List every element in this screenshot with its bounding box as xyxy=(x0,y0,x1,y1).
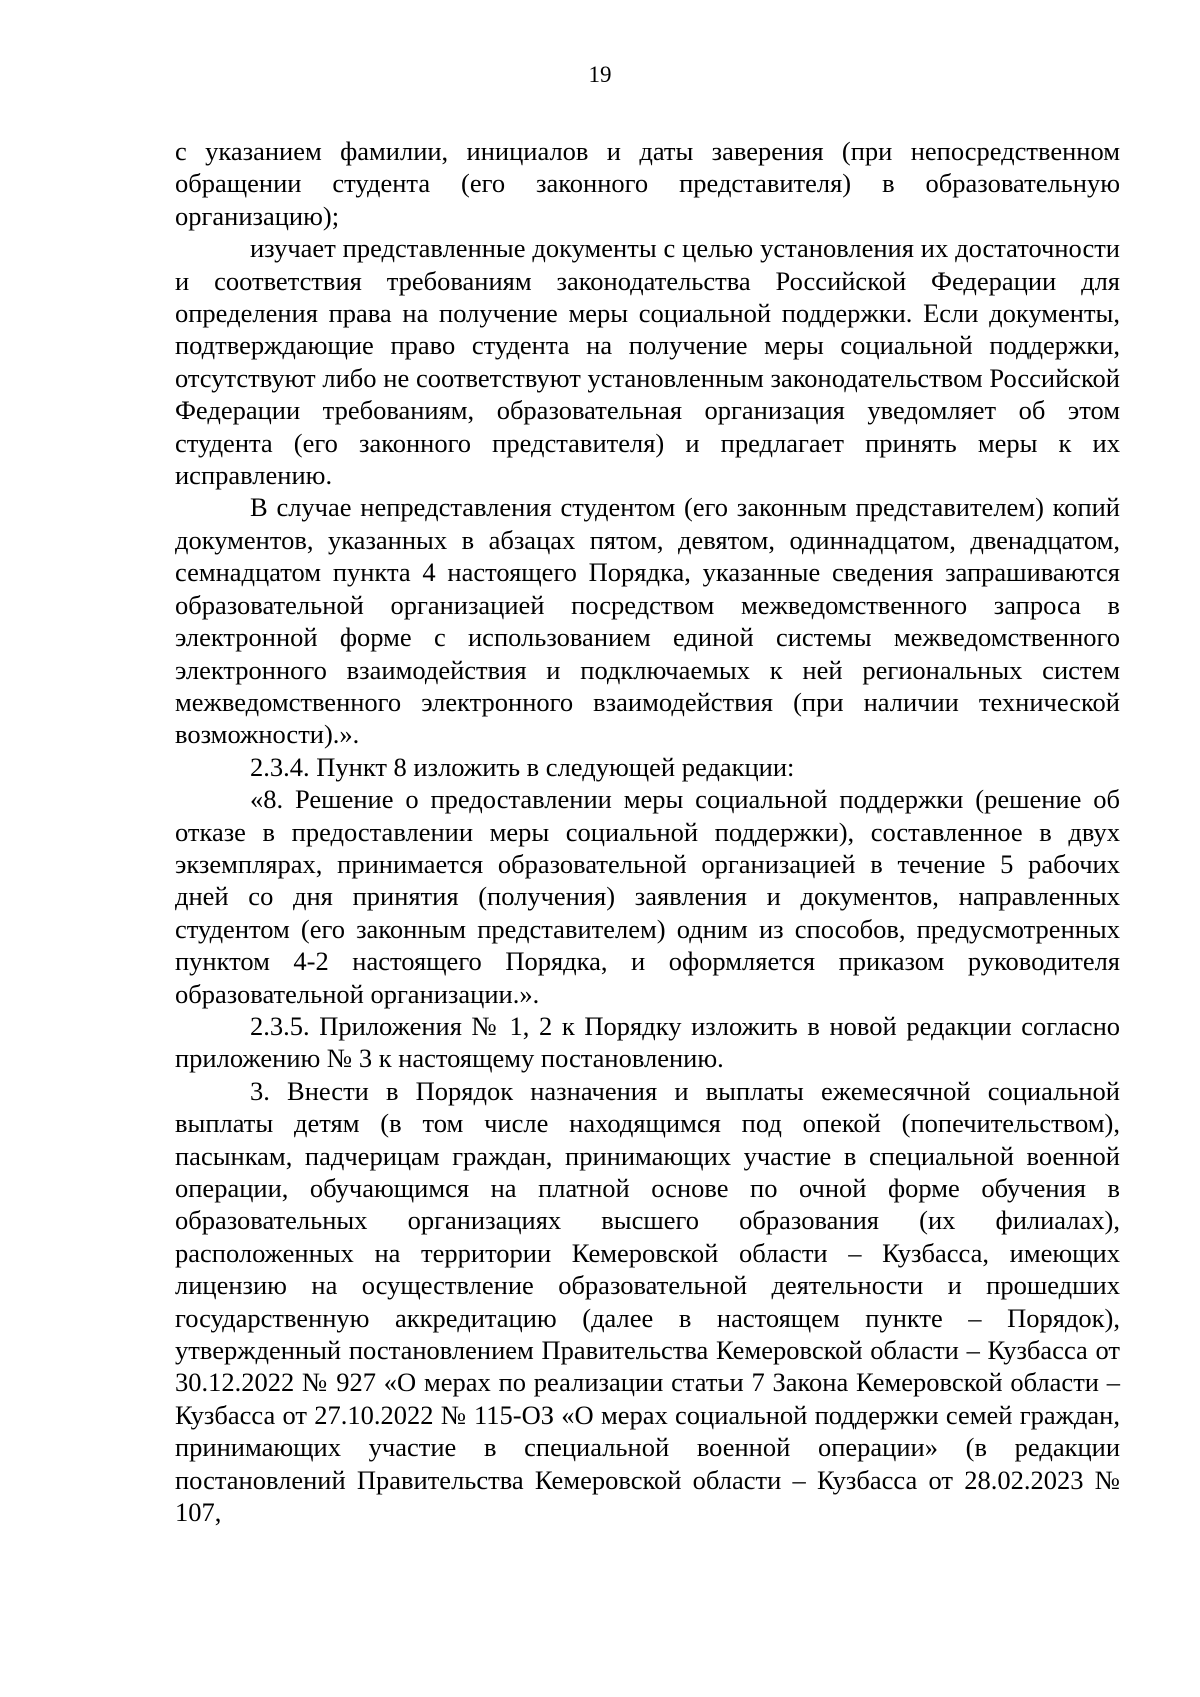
paragraph-continuation: с указанием фамилии, инициалов и даты заверения (при непосредственном обращении студента (его законного представителя) в образовательную организацию); xyxy=(175,136,1120,231)
paragraph-item-2-3-4: 2.3.4. Пункт 8 изложить в следующей редакции: xyxy=(250,751,795,782)
paragraph-interagency-request: В случае непредставления студентом (его законным представителем) копий документов, указанных в абзацах пятом, девятом, одиннадцатом, двенадцатом, семнадцатом пункта 4 настоящего Порядка, указанные сведения запрашиваются образовательной организацией посредством межведомственного запроса в электронной форме с использованием единой системы межведомственного электронного взаимодействия и подключаемых к ней региональных систем межведомственного электронного взаимодействия (при наличии технической возможности).». xyxy=(175,492,1120,750)
paragraph-item-2-3-5: 2.3.5. Приложения № 1, 2 к Порядку изложить в новой редакции согласно приложению № 3 к настоящему постановлению. xyxy=(175,1010,1120,1074)
paragraph-document-review: изучает представленные документы с целью установления их достаточности и соответствия требованиям законодательства Российской Федерации для определения права на получение меры социальной поддержки. Если документы, подтверждающие право студента на получение меры социальной поддержки, отсутствуют либо не соответствуют установленным законодательством Российской Федерации требованиям, образовательная организация уведомляет об этом студента (его законного представителя) и предлагает принять меры к их исправлению. xyxy=(175,233,1120,491)
page-number: 19 xyxy=(588,62,612,87)
document-body xyxy=(175,135,1120,1528)
paragraph-item-3: 3. Внести в Порядок назначения и выплаты ежемесячной социальной выплаты детям (в том числе находящимся под опекой (попечительством), пасынкам, падчерицам граждан, принимающих участие в специальной военной операции, обучающимся на платной основе по очной форме обучения в образовательных организациях высшего образования (их филиалах), расположенных на территории Кемеровской области – Кузбасса, имеющих лицензию на осуществление образовательной деятельности и прошедших государственную аккредитацию (далее в настоящем пункте – Порядок), утвержденный постановлением Правительства Кемеровской области – Кузбасса от 30.12.2022 № 927 «О мерах по реализации статьи 7 Закона Кемеровской области – Кузбасса от 27.10.2022 № 115-ОЗ «О мерах социальной поддержки семей граждан, принимающих участие в специальной военной операции» (в редакции постановлений Правительства Кемеровской области – Кузбасса от 28.02.2023 № 107, xyxy=(175,1075,1120,1528)
paragraph-point-8: «8. Решение о предоставлении меры социальной поддержки (решение об отказе в предоставлении меры социальной поддержки), составленное в двух экземплярах, принимается образовательной организацией в течение 5 рабочих дней со дня принятия (получения) заявления и документов, направленных студентом (его законным представителем) одним из способов, предусмотренных пунктом 4-2 настоящего Порядка, и оформляется приказом руководителя образовательной организации.». xyxy=(175,784,1120,1009)
